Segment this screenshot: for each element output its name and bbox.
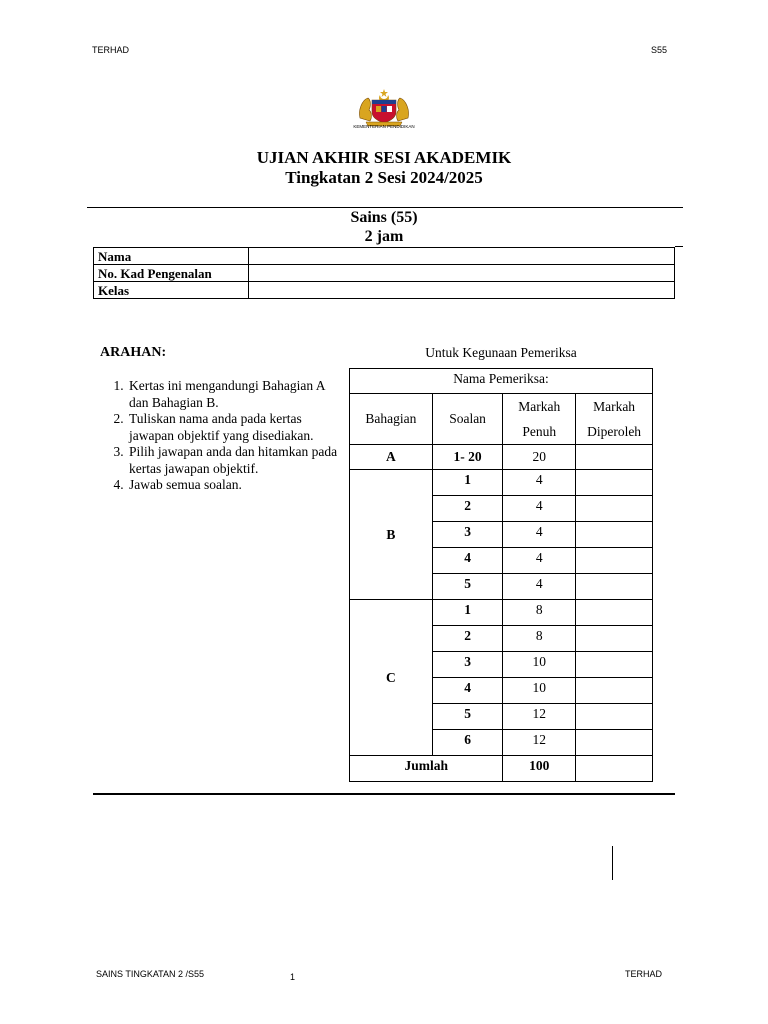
col-header-question: Soalan bbox=[432, 394, 503, 445]
table-row bbox=[350, 445, 653, 470]
full-mark: 4 bbox=[503, 470, 576, 496]
student-info-table bbox=[93, 247, 675, 299]
header-classification: TERHAD bbox=[92, 45, 130, 55]
info-row-class bbox=[94, 282, 675, 299]
page-number: 1 bbox=[290, 972, 296, 982]
instruction-item: 3. Pilih jawapan anda dan hitamkan pada kertas jawapan objektif. bbox=[127, 444, 340, 477]
obtained-mark-cell[interactable] bbox=[576, 470, 653, 496]
question-label: 2 bbox=[432, 496, 503, 522]
full-mark: 4 bbox=[503, 548, 576, 574]
full-mark: 10 bbox=[503, 678, 576, 704]
question-label: 5 bbox=[432, 704, 503, 730]
total-row bbox=[350, 756, 653, 782]
divider-stub bbox=[675, 246, 683, 247]
question-label: 1 bbox=[432, 470, 503, 496]
info-label: Kelas bbox=[94, 282, 249, 299]
exam-duration: 2 jam bbox=[364, 228, 404, 245]
question-label: 5 bbox=[432, 574, 503, 600]
info-label: No. Kad Pengenalan bbox=[94, 265, 249, 282]
obtained-mark-cell[interactable] bbox=[576, 445, 653, 470]
instructions-list bbox=[100, 378, 340, 494]
subject-title: Sains (55) bbox=[350, 209, 418, 226]
examiner-name-row bbox=[350, 369, 653, 394]
text-cursor-mark bbox=[612, 846, 613, 880]
question-label: 2 bbox=[432, 626, 503, 652]
question-label: 4 bbox=[432, 678, 503, 704]
obtained-mark-cell[interactable] bbox=[576, 704, 653, 730]
footer-subject: SAINS TINGKATAN 2 /S55 bbox=[96, 969, 205, 979]
name-field[interactable] bbox=[249, 248, 675, 265]
question-label: 3 bbox=[432, 522, 503, 548]
full-mark: 12 bbox=[503, 730, 576, 756]
obtained-mark-cell[interactable] bbox=[576, 626, 653, 652]
full-mark: 8 bbox=[503, 626, 576, 652]
col-header-section: Bahagian bbox=[350, 394, 433, 445]
instructions-heading: ARAHAN: bbox=[100, 345, 167, 360]
examiner-caption: Untuk Kegunaan Pemeriksa bbox=[425, 345, 577, 360]
question-label: 1 bbox=[432, 600, 503, 626]
class-field[interactable] bbox=[249, 282, 675, 299]
instruction-item: 4. Jawab semua soalan. bbox=[127, 477, 340, 494]
total-full-marks: 100 bbox=[503, 756, 576, 782]
total-obtained-cell[interactable] bbox=[576, 756, 653, 782]
info-row-name bbox=[94, 248, 675, 265]
question-label: 6 bbox=[432, 730, 503, 756]
question-label: 4 bbox=[432, 548, 503, 574]
marks-header-row bbox=[350, 394, 653, 445]
ministry-caption: KEMENTERIAN PENDIDIKAN bbox=[353, 124, 415, 129]
section-label: B bbox=[350, 470, 433, 600]
full-mark: 4 bbox=[503, 522, 576, 548]
obtained-mark-cell[interactable] bbox=[576, 548, 653, 574]
obtained-mark-cell[interactable] bbox=[576, 574, 653, 600]
obtained-mark-cell[interactable] bbox=[576, 652, 653, 678]
obtained-mark-cell[interactable] bbox=[576, 730, 653, 756]
obtained-mark-cell[interactable] bbox=[576, 496, 653, 522]
question-label: 1- 20 bbox=[432, 445, 503, 470]
exam-title: UJIAN AKHIR SESI AKADEMIK bbox=[256, 148, 512, 167]
table-row bbox=[350, 470, 653, 496]
footer-classification: TERHAD bbox=[625, 969, 663, 979]
full-mark: 10 bbox=[503, 652, 576, 678]
full-mark: 8 bbox=[503, 600, 576, 626]
full-mark: 4 bbox=[503, 574, 576, 600]
info-label: Nama bbox=[94, 248, 249, 265]
section-label: C bbox=[350, 600, 433, 756]
section-label: A bbox=[350, 445, 433, 470]
bottom-divider bbox=[93, 793, 675, 795]
examiner-marks-table bbox=[349, 368, 653, 782]
col-header-obtained: Markah Diperoleh bbox=[576, 394, 653, 445]
table-row bbox=[350, 600, 653, 626]
obtained-mark-cell[interactable] bbox=[576, 678, 653, 704]
exam-subtitle: Tingkatan 2 Sesi 2024/2025 bbox=[285, 168, 483, 187]
obtained-mark-cell[interactable] bbox=[576, 600, 653, 626]
question-label: 3 bbox=[432, 652, 503, 678]
obtained-mark-cell[interactable] bbox=[576, 522, 653, 548]
instruction-item: 2. Tuliskan nama anda pada kertas jawapan objektif yang disediakan. bbox=[127, 411, 340, 444]
info-row-ic bbox=[94, 265, 675, 282]
full-mark: 12 bbox=[503, 704, 576, 730]
top-divider bbox=[87, 207, 683, 208]
instruction-item: 1. Kertas ini mengandungi Bahagian A dan Bahagian B. bbox=[127, 378, 340, 411]
col-header-full-marks: Markah Penuh bbox=[503, 394, 576, 445]
examiner-name-label: Nama Pemeriksa: bbox=[350, 369, 653, 394]
ic-number-field[interactable] bbox=[249, 265, 675, 282]
full-mark: 20 bbox=[503, 445, 576, 470]
header-code: S55 bbox=[651, 45, 668, 55]
full-mark: 4 bbox=[503, 496, 576, 522]
total-label: Jumlah bbox=[350, 756, 503, 782]
